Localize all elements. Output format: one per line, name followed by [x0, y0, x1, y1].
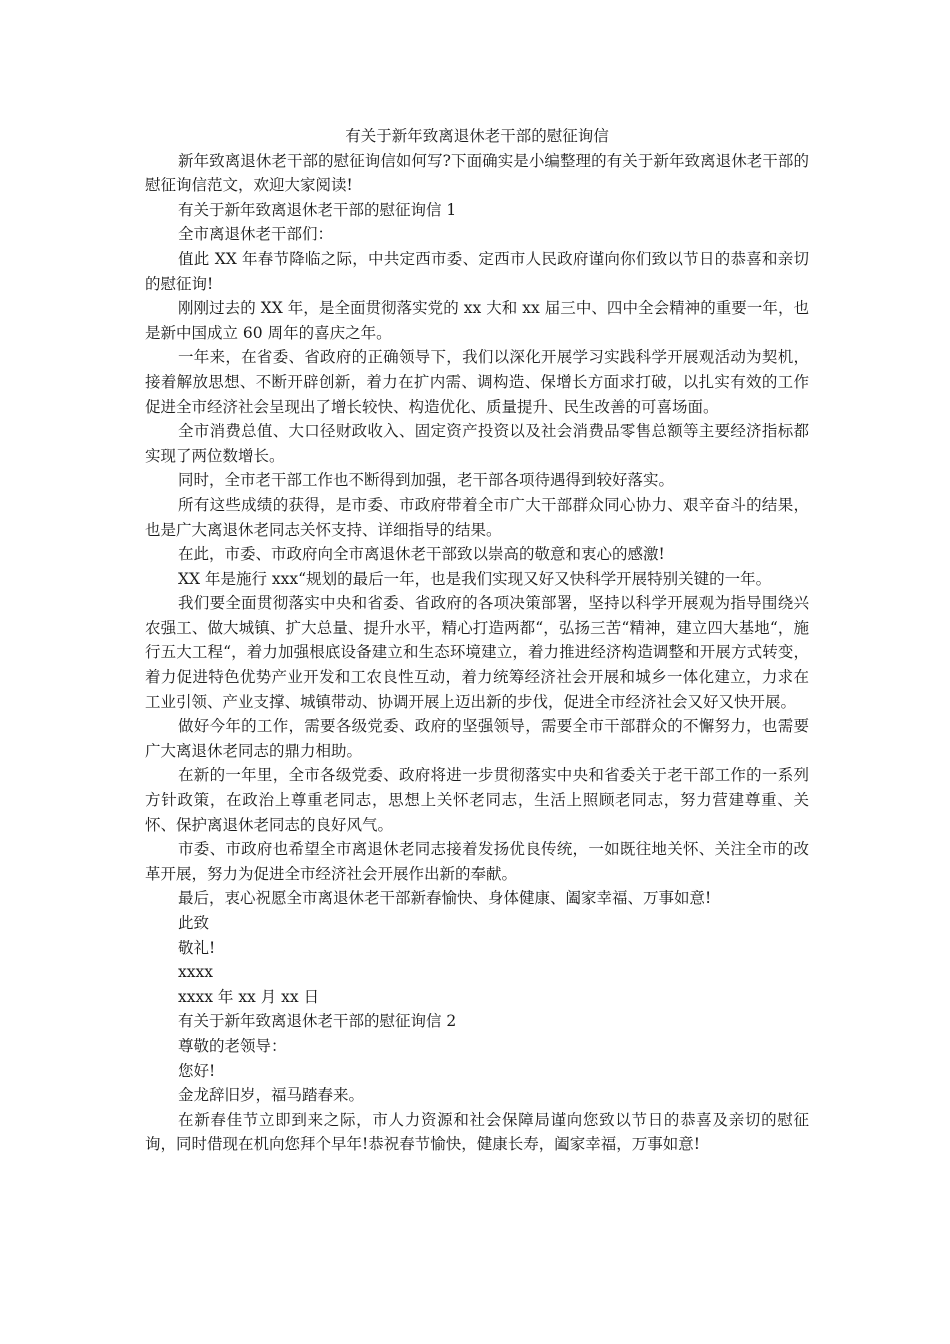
letter-2-salutation: 尊敬的老领导：	[178, 1036, 287, 1055]
closing-jingli: 敬礼!	[178, 938, 216, 957]
body-paragraph: 市委、市政府也希望全市离退休老同志接着发扬优良传统，一如既往地关怀、关注全市的改革开展，努力为促进全市经济社会开展作出新的奉献。	[145, 840, 809, 883]
closing-wishes: 最后，衷心祝愿全市离退休老干部新春愉快、身体健康、阖家幸福、万事如意!	[178, 889, 712, 908]
body-paragraph: 在新春佳节立即到来之际，市人力资源和社会保障局谨向您致以节日的恭喜及亲切的慰征询，同时借现在机向您拜个早年!恭祝春节愉快，健康长寿，阖家幸福，万事如意!	[145, 1110, 809, 1154]
signature: xxxx	[178, 963, 213, 982]
document-body	[145, 124, 809, 1157]
document-title: 有关于新年致离退休老干部的慰征询信	[345, 127, 609, 145]
body-paragraph: 所有这些成绩的获得，是市委、市政府带着全市广大干部群众同心协力、艰辛奋斗的结果，也是广大离退休老同志关怀支持、详细指导的结果。	[145, 495, 809, 539]
letter-2-heading: 有关于新年致离退休老干部的慰征询信 2	[178, 1012, 457, 1031]
body-paragraph: 全市消费总值、大口径财政收入、固定资产投资以及社会消费品零售总额等主要经济指标都实现了两位数增长。	[145, 422, 809, 465]
date-line: xxxx 年 xx 月 xx 日	[178, 987, 320, 1006]
body-paragraph: 在此，市委、市政府向全市离退休老干部致以崇高的敬意和衷心的感激!	[178, 545, 665, 564]
body-paragraph: 一年来，在省委、省政府的正确领导下，我们以深化开展学习实践科学开展观活动为契机，接着解放思想、不断开辟创新，着力在扩内需、调构造、保增长方面求打破，以扎实有效的工作促进全市经济社会呈现出了增长较快、构造优化、质量提升、民生改善的可喜场面。	[145, 348, 809, 416]
body-paragraph: 刚刚过去的 XX 年，是全面贯彻落实党的 xx 大和 xx 届三中、四中全会精神的重要一年，也是新中国成立 60 周年的喜庆之年。	[145, 299, 809, 342]
body-paragraph: 做好今年的工作，需要各级党委、政府的坚强领导，需要全市干部群众的不懈努力，也需要广大离退休老同志的鼎力相助。	[145, 717, 809, 760]
intro-paragraph: 新年致离退休老干部的慰征询信如何写?下面确实是小编整理的有关于新年致离退休老干部的慰征询信范文，欢迎大家阅读!	[145, 151, 809, 195]
body-paragraph: 同时，全市老干部工作也不断得到加强，老干部各项待遇得到较好落实。	[178, 471, 675, 490]
body-paragraph: 我们要全面贯彻落实中央和省委、省政府的各项决策部署，坚持以科学开展观为指导围绕兴农强工、做大城镇、扩大总量、提升水平，精心打造两都“，弘扬三苦“精神，建立四大基地“，施行五大工程“，着力加强根底设备建立和生态环境建立，着力推进经济构造调整和开展方式转变，着力促进特色优势产业开发和工农良性互动，着力统筹经济社会开展和城乡一体化建立，力求在工业引领、产业支撑、城镇带动、协调开展上迈出新的步伐，促进全市经济社会又好又快开展。	[145, 594, 809, 711]
body-paragraph: XX 年是施行 xxx“规划的最后一年，也是我们实现又好又快科学开展特别关键的一年。	[178, 569, 772, 588]
letter-1-heading: 有关于新年致离退休老干部的慰征询信 1	[178, 200, 457, 219]
greeting: 您好!	[178, 1061, 216, 1080]
body-paragraph: 金龙辞旧岁，福马踏春来。	[178, 1086, 365, 1105]
body-paragraph: 值此 XX 年春节降临之际，中共定西市委、定西市人民政府谨向你们致以节日的恭喜和亲切的慰征询!	[145, 249, 809, 293]
body-paragraph: 在新的一年里，全市各级党委、政府将进一步贯彻落实中央和省委关于老干部工作的一系列方针政策，在政治上尊重老同志，思想上关怀老同志，生活上照顾老同志，努力营建尊重、关怀、保护离退休老同志的良好风气。	[145, 766, 809, 834]
letter-1-salutation: 全市离退休老干部们：	[178, 225, 334, 244]
closing-cizhi: 此致	[178, 914, 210, 932]
